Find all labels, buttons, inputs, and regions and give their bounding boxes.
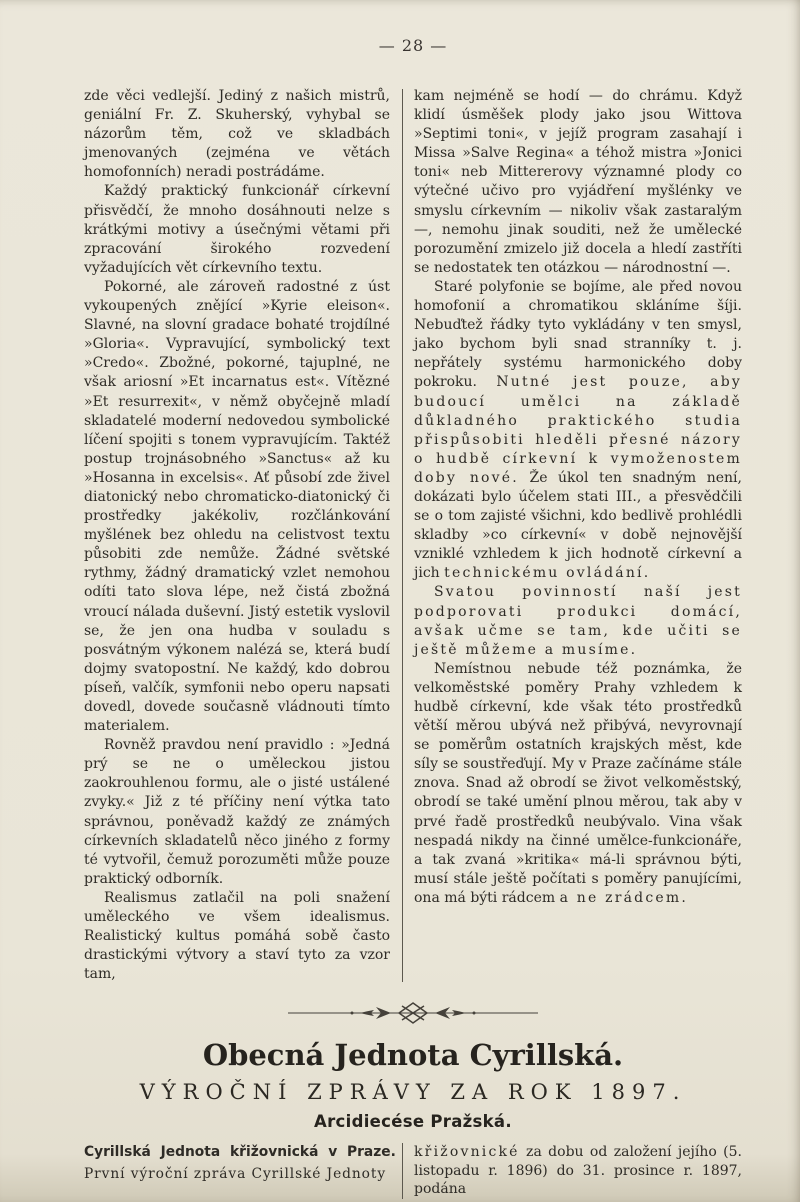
paragraph	[84, 889, 390, 984]
body-text: Staré polyfonie se bojíme, ale před novou homofonií a chromatikou skláníme šíji. Nebuďtež řádky tyto vykládány v ten smysl, jako bychom byli snad stranníky t. j. nepřátely systému harmonického doby pokroku.	[414, 278, 742, 391]
report-org-line: Cyrillská Jednota křižovnická v Praze.	[84, 1144, 396, 1161]
paragraph	[84, 182, 390, 277]
column-divider-rule	[402, 89, 403, 982]
paragraph	[84, 736, 390, 889]
column-divider-rule	[402, 1143, 403, 1199]
article-left-column	[84, 87, 390, 984]
body-text: kam nejméně se hodí — do chrámu. Když klidí úsměšek plody jako jsou Wittova »Septimi toni«, v jejíž program zasahají i Missa »Salve Regina« a téhož mistra »Jonici toni« neb Mittererovy významné plody co výtečné učivo pro vyjádření myšlénky ve smyslu církevním — nikoliv však zastaralým —, nemohu jinak souditi, než že umělecké porozumění zmizelo již docela a hledí zastříti se nedostatek ten otázkou — národnostní —.	[414, 88, 742, 276]
emphasized-text: Nutné jest pouze, aby budoucí umělci na základě důkladného praktického studia přispůsobiti hleděli přesné názory o hudbě církevní k vymoženostem doby nové.	[414, 374, 742, 486]
section-title: Obecná Jednota Cyrillská.	[202, 1038, 624, 1073]
body-text: Pokorné, ale zároveň radostné z úst vykoupených znějící »Kyrie eleison«. Slavné, na slovní gradace bohaté trojdílné »Gloria«. Vypravující, symbolický text »Credo«. Zbožné, pokorné, tajuplné, ne však ariosní »Et incarnatus est«. Vítězné »Et resurrexit«, v němž obyčejně mladí skladatelé moderní nedovedou symbolické líčení spojiti s tonem vypravujícím. Taktéž postup trojnásobného »Sanctus« až ku »Hosanna in excelsis«. Ať působí zde živel diatonický nebo chromaticko-diatonický či prostředky jakékoliv, rozčlánkování myšlének bez ohledu na celistvost textu působiti zde nemůže. Žádné světské rythmy, žádný dramatický vzlet nemohou odíti tato slova lépe, než čistá zbožná vroucí nálada duševní. Jistý estetik vyslovil se, že jen ona hudba v souladu s posvátným výkonem nalézá se, která budí dojmy svatopostní. Ne každý, kdo dobrou píseň, valčík, symfonii nebo operu napsati dovedl, dovede současně vládnouti tímto materialem.	[84, 278, 390, 735]
report-columns	[84, 1143, 742, 1199]
article-right-column	[414, 87, 742, 984]
report-right-column	[414, 1143, 742, 1199]
emphasized-text: technickému ovládání.	[444, 565, 651, 582]
paragraph	[414, 660, 742, 908]
paragraph	[414, 87, 742, 278]
body-text: zde věci vedlejší. Jediný z našich mistrů, geniální Fr. Z. Skuherský, vyhybal se názorům těm, což ve skladbách jmenovaných (zejména ve větách homofonních) neradi postrádáme.	[84, 88, 390, 181]
report-subline: První výroční zpráva Cyrillské Jednoty	[84, 1165, 387, 1182]
body-text: Každý praktický funkcionář církevní přisvědčí, že mnoho dosáhnouti nelze s krátkými motivy a úsečnými větami při zpracování širokého rozvedení vyžadujících vět církevního textu.	[84, 183, 390, 276]
section-diocese-heading: Arcidiecése Pražská.	[314, 1112, 512, 1132]
body-text: za dobu od založení jejího (5. listopadu r. 1896) do 31. prosince r. 1897, podána	[414, 1144, 742, 1198]
paragraph	[84, 87, 390, 182]
ornament-divider-icon	[84, 1000, 742, 1030]
emphasized-text: křižovnické	[414, 1144, 520, 1161]
emphasized-text: Svatou povinností naší jest podporovati produkci domácí, avšak učme se tam, kde učiti se ještě můžeme a musíme.	[414, 584, 742, 658]
emphasized-text: a ne zrádcem.	[559, 889, 688, 906]
body-text: Nemístnou nebude též poznámka, že velkoměstské poměry Prahy vzhledem k hudbě církevní, kde však této prostředků větší měrou ubývá než přibývá, nevyrovnají se poměrům ostatních krajských měst, kde síly se soustřeďují. My v Praze začínáme stále znova. Snad až obrodí se život velkoměstský, obrodí se také umění plnou měrou, tak aby v prvé řadě prostředků neubývalo. Vina však nespadá nikdy na činné umělce-funkcionáře, a tak zvaná »kritika« má-li správnou býti, musí stále ještě počítati s poměry panujícími, ona má býti rádcem	[414, 660, 742, 906]
paragraph	[414, 1143, 742, 1199]
body-text: Že úkol ten snadným není, dokázati bylo účelem stati III., a přesvědčili se o tom zajisté všichni, kdo bedlivě prohlédli skladby »co církevní« v době nejnovější vzniklé vzhledem k jich hodnotě církevní a jich	[414, 469, 742, 582]
body-text: Rovněž pravdou není pravidlo : »Jedná prý se ne o uměleckou jistou zaokrouhlenou formu, ale o jisté ustálené zvyky.« Již z té příčiny není výtka tato správnou, poněvadž každý ze známých církevních skladatelů něco jiného z formy té vytvořil, čemuž porozuměti může pouze praktický odborník.	[84, 737, 390, 887]
report-left-column	[84, 1143, 396, 1199]
paragraph	[414, 278, 742, 584]
section-subtitle: VÝROČNÍ ZPRÁVY ZA ROK 1897.	[139, 1080, 687, 1105]
page-number: — 28 —	[378, 36, 448, 55]
paragraph	[84, 278, 390, 736]
paragraph	[414, 583, 742, 659]
body-text: Realismus zatlačil na poli snažení uměleckého ve všem idealismus. Realistický kultus pomáhá sobě často drastickými výtvory a staví tyto za vzor tam,	[84, 889, 390, 983]
article-columns	[84, 87, 742, 984]
